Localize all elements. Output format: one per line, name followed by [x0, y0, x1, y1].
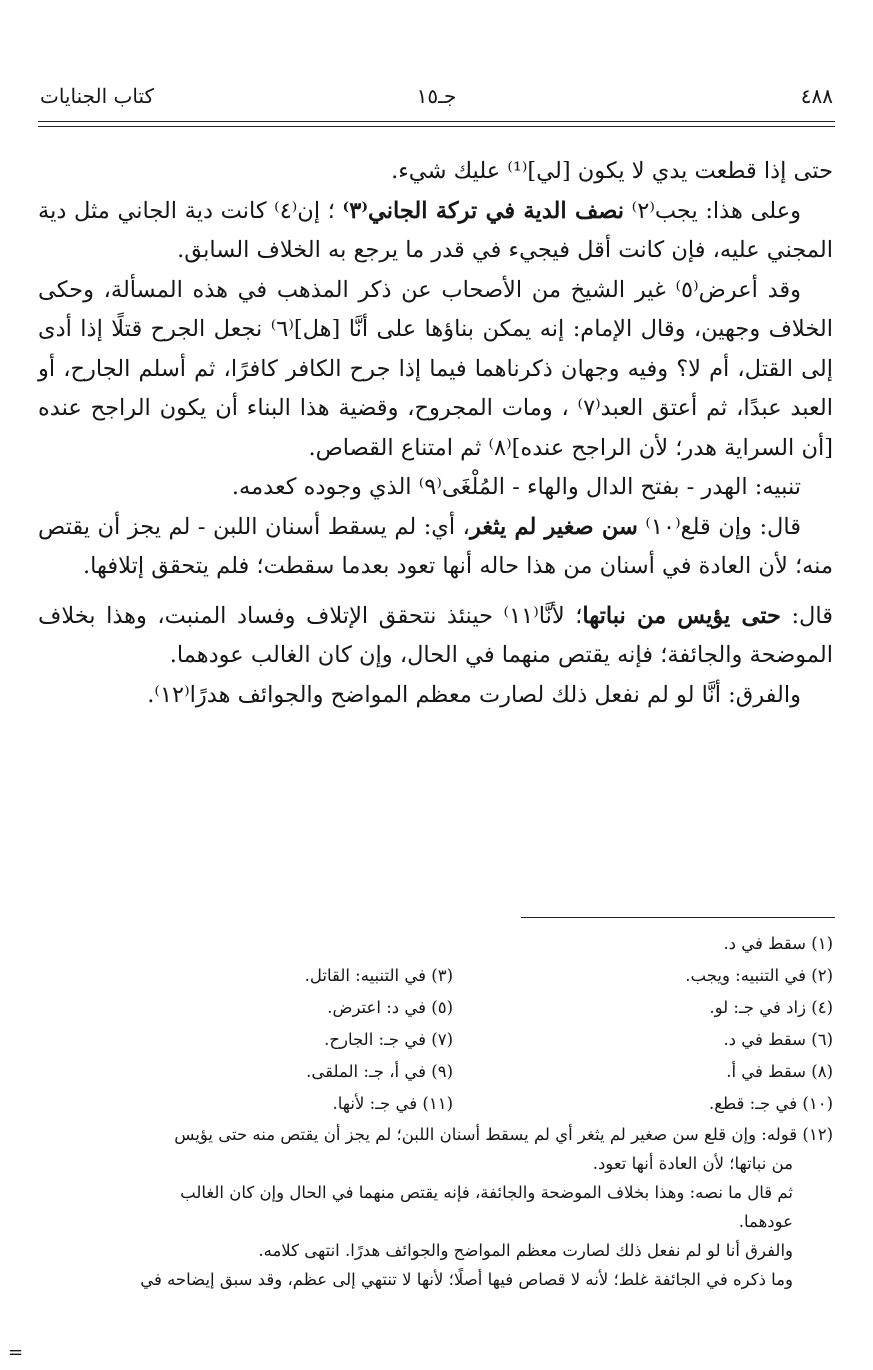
footnote-11: (١١) في جـ: لأنها.: [332, 1094, 453, 1113]
paragraph-3: وقد أعرض⁽٥⁾ غير الشيخ من الأصحاب عن ذكر المذهب في هذه المسألة، وحكى الخلاف وجهين، وقال الإمام: إنه يمكن بناؤها على أنَّا [هل]⁽٦⁾ نجعل الجرح قتلًا إذا أدى إلى القتل، أم لا؟ وفيه وجهان ذكرناهما فيما إذا جرح الكافر كافرًا، ثم أسلم الجارح، أو العبد عبدًا، ثم أعتق العبد⁽٧⁾ ، ومات المجروح، وقضية هذا البناء أن يكون الراجح عنده [أن السراية هدر؛ لأن الراجح عنده]⁽٨⁾ ثم امتناع القصاص.: [38, 276, 833, 461]
p5-bold: سن صغير لم يثغر: [469, 513, 638, 540]
p2-text: وعلى هذا: يجب⁽٢⁾: [624, 197, 801, 224]
volume-label: جـ١٥: [416, 84, 457, 108]
paragraph-5: [38, 508, 833, 587]
page-header: [40, 84, 833, 118]
footnote-row: [38, 928, 833, 960]
footnote-3: (٣) في التنبيه: القاتل.: [304, 966, 453, 985]
footnote-2: (٢) في التنبيه: ويجب.: [685, 966, 833, 985]
p6-text-rest: ؛ لأنَّا⁽١١⁾ حينئذ نتحقق الإتلاف وفساد المنبت، وهذا بخلاف الموضحة والجائفة؛ فإنه يقتص منهما في الحال، وإن كان الغالب عودهما.: [38, 602, 833, 668]
footnote-12-line: من نباتها؛ لأن العادة أنها تعود.: [592, 1154, 793, 1173]
book-title: كتاب الجنايات: [40, 84, 155, 108]
footnote-12-line: والفرق أنا لو لم نفعل ذلك لصارت معظم المواضح والجوائف هدرًا. انتهى كلامه.: [258, 1241, 793, 1260]
paragraph-4: تنبيه: الهدر - بفتح الدال والهاء - المُلْغَى⁽٩⁾ الذي وجوده كعدمه.: [231, 474, 801, 500]
footnote-4: (٤) زاد في جـ: لو.: [709, 998, 833, 1017]
footnote-row: [38, 960, 833, 992]
p5-text-rest: ، أي: لم يسقط أسنان اللبن - لم يجز أن يقتص منه؛ لأن العادة في أسنان من هذا حاله أنها تعود بعدما سقطت؛ فلم يتحقق إتلافها.: [38, 513, 833, 579]
footnote-6: (٦) سقط في د.: [723, 1030, 833, 1049]
paragraph-6: [38, 597, 833, 676]
footnote-10: (١٠) في جـ: قطع.: [708, 1094, 833, 1113]
continuation-mark: =: [8, 1342, 24, 1363]
header-rule-thick: [38, 121, 835, 122]
footnote-5: (٥) في د: اعترض.: [327, 998, 453, 1017]
page-number: ٤٨٨: [800, 84, 833, 108]
footnote-12-line: ثم قال ما نصه: وهذا بخلاف الموضحة والجائفة، فإنه يقتص منهما في الحال وإن كان الغالب: [180, 1183, 793, 1202]
footnote-12: [38, 1120, 833, 1294]
p2-text-rest: ؛ إن⁽٤⁾ كانت دية الجاني مثل دية المجني عليه، فإن كانت أقل فيجيء في قدر ما يرجع به الخلاف السابق.: [38, 197, 833, 263]
footnote-12-line: عودهما.: [738, 1212, 793, 1231]
header-rule-thin: [38, 126, 835, 127]
footnote-row: [38, 992, 833, 1024]
footnote-rule: [521, 917, 835, 918]
p5-text: قال: وإن قلع⁽١٠⁾: [637, 513, 801, 540]
paragraph-1: حتى إذا قطعت يدي لا يكون [لي]⁽¹⁾ عليك شيء.: [391, 158, 833, 184]
footnote-12-line: (١٢) قوله: وإن قلع سن صغير لم يثغر أي لم يسقط أسنان اللبن؛ لم يجز أن يقتص منه حتى يؤيس: [174, 1125, 833, 1144]
p6-text: قال:: [780, 602, 833, 629]
footnote-8: (٨) سقط في أ.: [726, 1062, 833, 1081]
footnote-row: [38, 1088, 833, 1120]
main-text: [38, 152, 833, 715]
p6-bold: حتى يؤيس من نباتها: [582, 602, 781, 629]
footnote-row: [38, 1024, 833, 1056]
paragraph-2: [38, 192, 833, 271]
footnote-9: (٩) في أ، جـ: الملقى.: [306, 1062, 453, 1081]
paragraph-7: والفرق: أنَّا لو لم نفعل ذلك لصارت معظم المواضح والجوائف هدرًا⁽١٢⁾.: [147, 681, 801, 708]
p2-bold: نصف الدية في تركة الجاني⁽٣⁾: [342, 197, 625, 224]
footnote-row: [38, 1056, 833, 1088]
footnote-12-line: وما ذكره في الجائفة غلط؛ لأنه لا قصاص فيها أصلًا؛ لأنها لا تنتهي إلى عظم، وقد سبق إيضاحه في: [140, 1270, 793, 1289]
footnote-1: (١) سقط في د.: [723, 934, 833, 953]
footnotes: [38, 928, 833, 1294]
footnote-7: (٧) في جـ: الجارح.: [324, 1030, 453, 1049]
